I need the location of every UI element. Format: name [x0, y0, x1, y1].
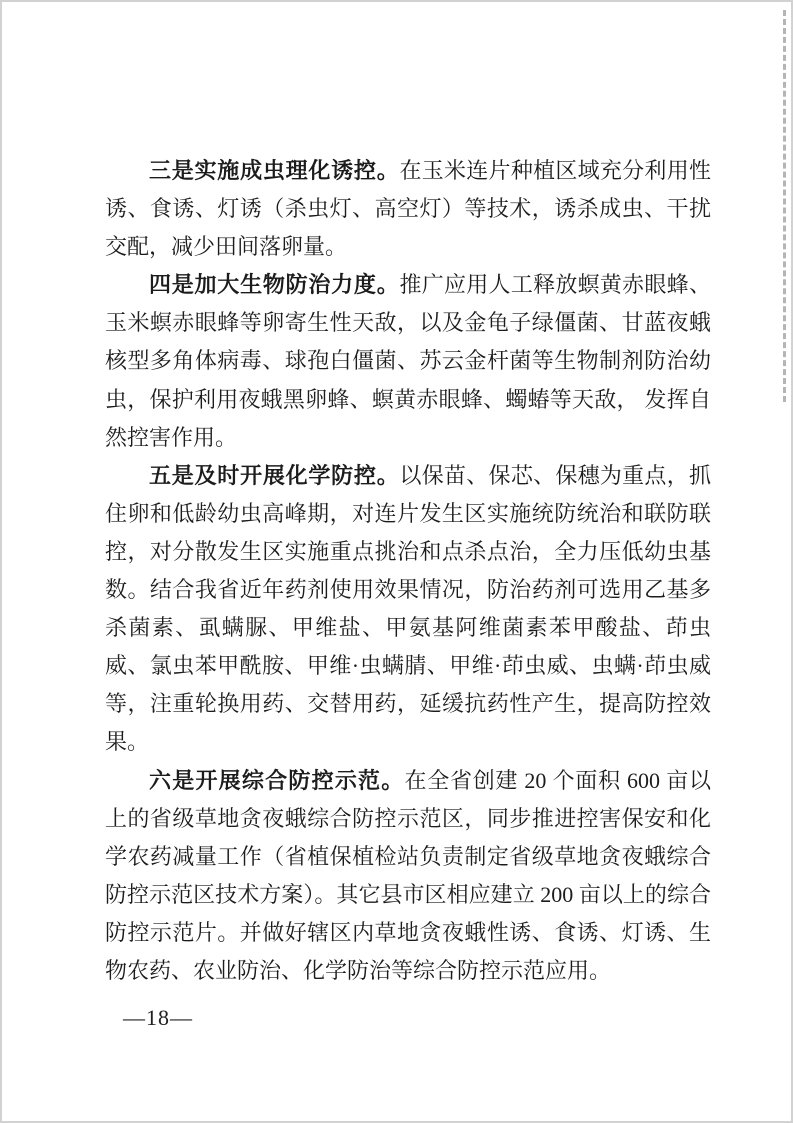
paragraph-chemical-control	[105, 457, 711, 762]
scan-artifact-line	[783, 10, 786, 402]
paragraph-biological-control	[105, 266, 711, 456]
paragraph-demonstration-zones	[105, 762, 711, 991]
paragraph-physical-trapping	[105, 152, 711, 266]
paragraph-text: 推广应用人工释放螟黄赤眼蜂、玉米螟赤眼蜂等卵寄生性天敌，以及金龟子绿僵菌、甘蓝夜蛾核型多角体病毒、球孢白僵菌、苏云金杆菌等生物制剂防治幼虫，保护利用夜蛾黑卵蜂、螟黄赤眼蜂、蠋蝽等天敌， 发挥自然控害作用。	[105, 272, 711, 450]
paragraph-text: 在玉米连片种植区域充分利用性诱、食诱、灯诱（杀虫灯、高空灯）等技术，诱杀成虫、干扰交配，减少田间落卵量。	[105, 158, 711, 260]
paragraph-lead: 三是实施成虫理化诱控。	[149, 158, 400, 183]
paragraph-lead: 五是及时开展化学防控。	[149, 462, 400, 488]
paragraph-lead: 六是开展综合防控示范。	[149, 767, 405, 793]
document-body	[105, 152, 711, 990]
paragraph-lead: 四是加大生物防治力度。	[149, 272, 400, 298]
paragraph-text: 在全省创建 20 个面积 600 亩以上的省级草地贪夜蛾综合防控示范区，同步推进控害保安和化学农药减量工作（省植保植检站负责制定省级草地贪夜蛾综合防控示范区技术方案）。其它县市区相应建立 200 亩以上的综合防控示范片。并做好辖区内草地贪夜蛾性诱、食诱、灯诱、生物农药、农业防治、化学防治等综合防控示范应用。	[105, 767, 711, 983]
paragraph-text: 以保苗、保芯、保穗为重点，抓住卵和低龄幼虫高峰期，对连片发生区实施统防统治和联防联控，对分散发生区实施重点挑治和点杀点治，全力压低幼虫基数。结合我省近年药剂使用效果情况，防治药剂可选用乙基多杀菌素、虱螨脲、甲维盐、甲氨基阿维菌素苯甲酸盐、茚虫威、氯虫苯甲酰胺、甲维·虫螨腈、甲维·茚虫威、虫螨·茚虫威等，注重轮换用药、交替用药，延缓抗药性产生，提高防控效果。	[105, 462, 711, 755]
page-number: —18—	[123, 1005, 193, 1030]
